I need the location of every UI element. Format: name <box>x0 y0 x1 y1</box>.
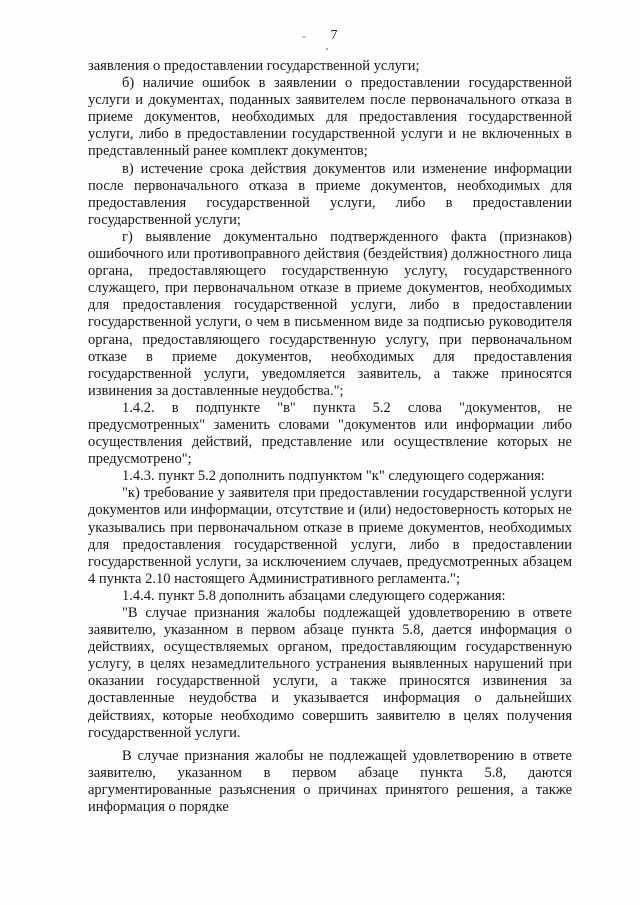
paragraph-1-4-4: 1.4.4. пункт 5.8 дополнить абзацами следующего содержания: <box>122 587 506 604</box>
page-number: 7 <box>330 28 338 43</box>
paragraph-item-b: б) наличие ошибок в заявлении о предоставлении государственной услуги и документах, поданных заявителем после первоначального отказа в приеме документов, необходимых для предоставления государственной услуги, либо в предоставлении государственной услуги и не включенных в представленный ранее комплект документов; <box>88 75 572 160</box>
scan-speck <box>326 48 328 50</box>
paragraph-item-v: в) истечение срока действия документов или изменение информации после первоначального отказа в приеме документов, необходимых для предоставления государственной услуги, либо в предоставлении государственной услуги; <box>88 160 572 228</box>
paragraph-complaint-satisfied: "В случае признания жалобы подлежащей удовлетворению в ответе заявителю, указанном в первом абзаце пункта 5.8, дается информация о действиях, осуществляемых органом, предоставляющим государственную услугу, в целях незамедлительного устранения выявленных нарушений при оказании государственной услуги, а также приносятся извинения за доставленные неудобства и указывается информация о дальнейших действиях, которые необходимо совершить заявителю в целях получения государственной услуги. <box>88 605 572 741</box>
paragraph-complaint-rejected: В случае признания жалобы не подлежащей удовлетворению в ответе заявителю, указанном в первом абзаце пункта 5.8, даются аргументированные разъяснения о причинах принятого решения, а также информация о порядке <box>88 747 572 816</box>
paragraph-1-4-2: 1.4.2. в подпункте "в" пункта 5.2 слова "документов, не предусмотренных" заменить словами "документов или информации либо осуществления действий, представление или осуществление которых не предусмотрено"; <box>88 399 572 468</box>
scan-speck <box>303 36 305 38</box>
paragraph-1-4-3: 1.4.3. пункт 5.2 дополнить подпунктом "к" следующего содержания: <box>122 468 545 485</box>
paragraph-item-g: г) выявление документально подтвержденного факта (признаков) ошибочного или противоправного действия (бездействия) должностного лица органа, предоставляющего государственную услугу, государственного служащего, при первоначальном отказе в приеме документов, необходимых для предоставления государственной услуги, либо в предоставлении государственной услуги, о чем в письменном виде за подписью руководителя органа, предоставляющего государственную услугу, при первоначальном отказе в приеме документов, необходимых для предоставления государственной услуги, уведомляется заявитель, а также приносятся извинения за доставленные неудобства."; <box>88 228 572 399</box>
document-body <box>88 58 572 816</box>
paragraph-continuation: заявления о предоставлении государственной услуги; <box>88 58 420 74</box>
paragraph-item-k: "к) требование у заявителя при предоставлении государственной услуги документов или информации, отсутствие и (или) недостоверность которых не указывались при первоначальном отказе в приеме документов, необходимых для предоставления государственной услуги, либо в предоставлении государственной услуги, за исключением случаев, предусмотренных абзацем 4 пункта 2.10 настоящего Административного регламента."; <box>88 485 572 587</box>
